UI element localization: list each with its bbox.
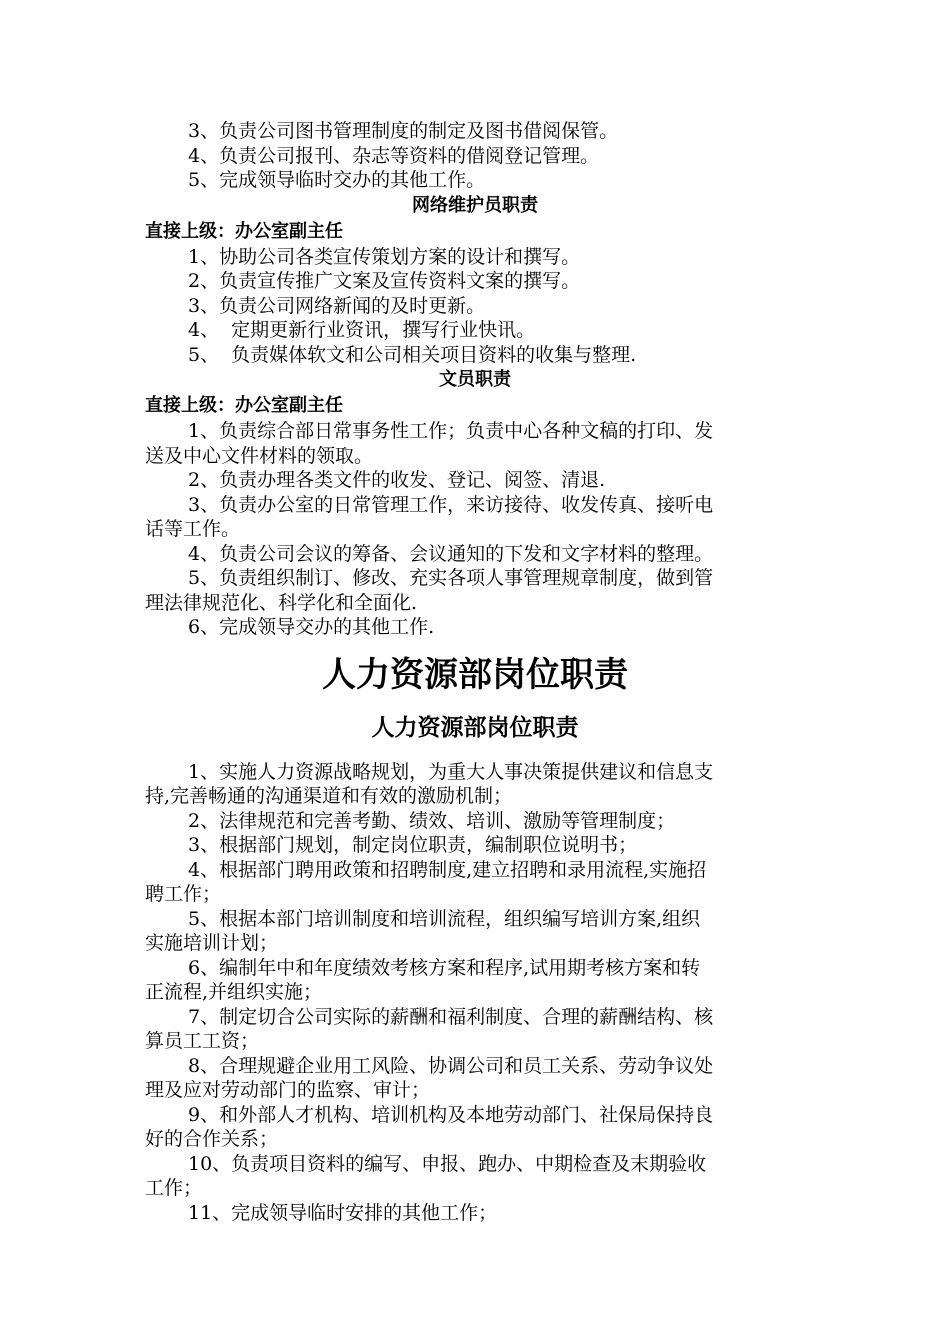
duty-item: 3、负责公司网络新闻的及时更新。 <box>188 294 486 317</box>
duty-line: 送及中心文件材料的领取。 <box>145 444 374 467</box>
hr-duty-list <box>145 760 805 1226</box>
duty-line: 正流程,并组织实施； <box>145 981 323 1003</box>
duty-item: 4、负责公司报刊、杂志等资料的借阅登记管理。 <box>188 144 600 167</box>
duty-line: 理及应对劳动部门的监察、审计； <box>145 1079 431 1101</box>
duty-line: 算员工工资； <box>145 1030 260 1052</box>
duty-line: 2、负责办理各类文件的收发、登记、阅签、清退. <box>188 469 606 491</box>
duty-line: 3、根据部门规划，制定岗位职责，编制职位说明书； <box>188 834 638 856</box>
duty-line: 6、完成领导交办的其他工作. <box>188 616 435 638</box>
hr-main-title: 人力资源部岗位职责 <box>322 654 628 695</box>
duty-line: 5、根据本部门培训制度和培训流程，组织编写培训方案,组织 <box>188 907 701 930</box>
duty-line: 8、合理规避企业用工风险、协调公司和员工关系、劳动争议处 <box>188 1054 714 1077</box>
duty-line: 5、负责组织制订、修改、充实各项人事管理规章制度，做到管 <box>188 567 714 589</box>
document-page <box>145 119 805 1225</box>
duty-line: 工作； <box>145 1177 203 1199</box>
duty-item: 4、 定期更新行业资讯，撰写行业快讯。 <box>188 319 536 341</box>
duty-line: 11、完成领导临时安排的其他工作； <box>188 1201 498 1224</box>
section-title-clerk: 文员职责 <box>439 369 511 390</box>
duty-item: 3、负责公司图书管理制度的制定及图书借阅保管。 <box>188 120 619 142</box>
duty-item: 5、完成领导临时交办的其他工作。 <box>188 169 486 191</box>
duty-item: 1、协助公司各类宣传策划方案的设计和撰写。 <box>188 245 581 268</box>
direct-superior-network: 直接上级：办公室副主任 <box>145 220 343 242</box>
section-title-network: 网络维护员职责 <box>412 194 538 216</box>
duty-line: 4、负责公司会议的筹备、会议通知的下发和文字材料的整理。 <box>188 542 714 565</box>
duty-line: 持,完善畅通的沟通渠道和有效的激励机制； <box>145 785 513 807</box>
duty-line: 6、编制年中和年度绩效考核方案和程序,试用期考核方案和转 <box>188 956 701 979</box>
duty-line: 1、实施人力资源战略规划，为重大人事决策提供建议和信息支 <box>188 760 714 783</box>
duty-item: 5、 负责媒体软文和公司相关项目资料的收集与整理. <box>188 343 637 366</box>
duty-line: 9、和外部人才机构、培训机构及本地劳动部门、社保局保持良 <box>188 1103 714 1126</box>
duty-line: 话等工作。 <box>145 518 241 540</box>
duty-line: 3、负责办公室的日常管理工作，来访接待、收发传真、接听电 <box>188 493 714 516</box>
duty-line: 实施培训计划； <box>145 932 279 954</box>
duty-line: 4、根据部门聘用政策和招聘制度,建立招聘和录用流程,实施招 <box>188 858 707 881</box>
hr-sub-title: 人力资源部岗位职责 <box>371 714 579 741</box>
duty-line: 7、制定切合公司实际的薪酬和福利制度、合理的薪酬结构、核 <box>188 1005 714 1028</box>
duty-item: 2、负责宣传推广文案及宣传资料文案的撰写。 <box>188 270 581 292</box>
duty-line: 理法律规范化、科学化和全面化. <box>145 591 418 614</box>
duty-line: 10、负责项目资料的编写、申报、跑办、中期检查及末期验收 <box>188 1152 707 1175</box>
direct-superior-clerk: 直接上级：办公室副主任 <box>145 395 343 416</box>
duty-line: 1、负责综合部日常事务性工作；负责中心各种文稿的打印、发 <box>188 420 714 442</box>
duty-line: 好的合作关系； <box>145 1128 279 1150</box>
clerk-duty-list <box>145 419 805 640</box>
duty-line: 聘工作； <box>145 883 222 905</box>
duty-line: 2、法律规范和完善考勤、绩效、培训、激励等管理制度； <box>188 809 676 832</box>
